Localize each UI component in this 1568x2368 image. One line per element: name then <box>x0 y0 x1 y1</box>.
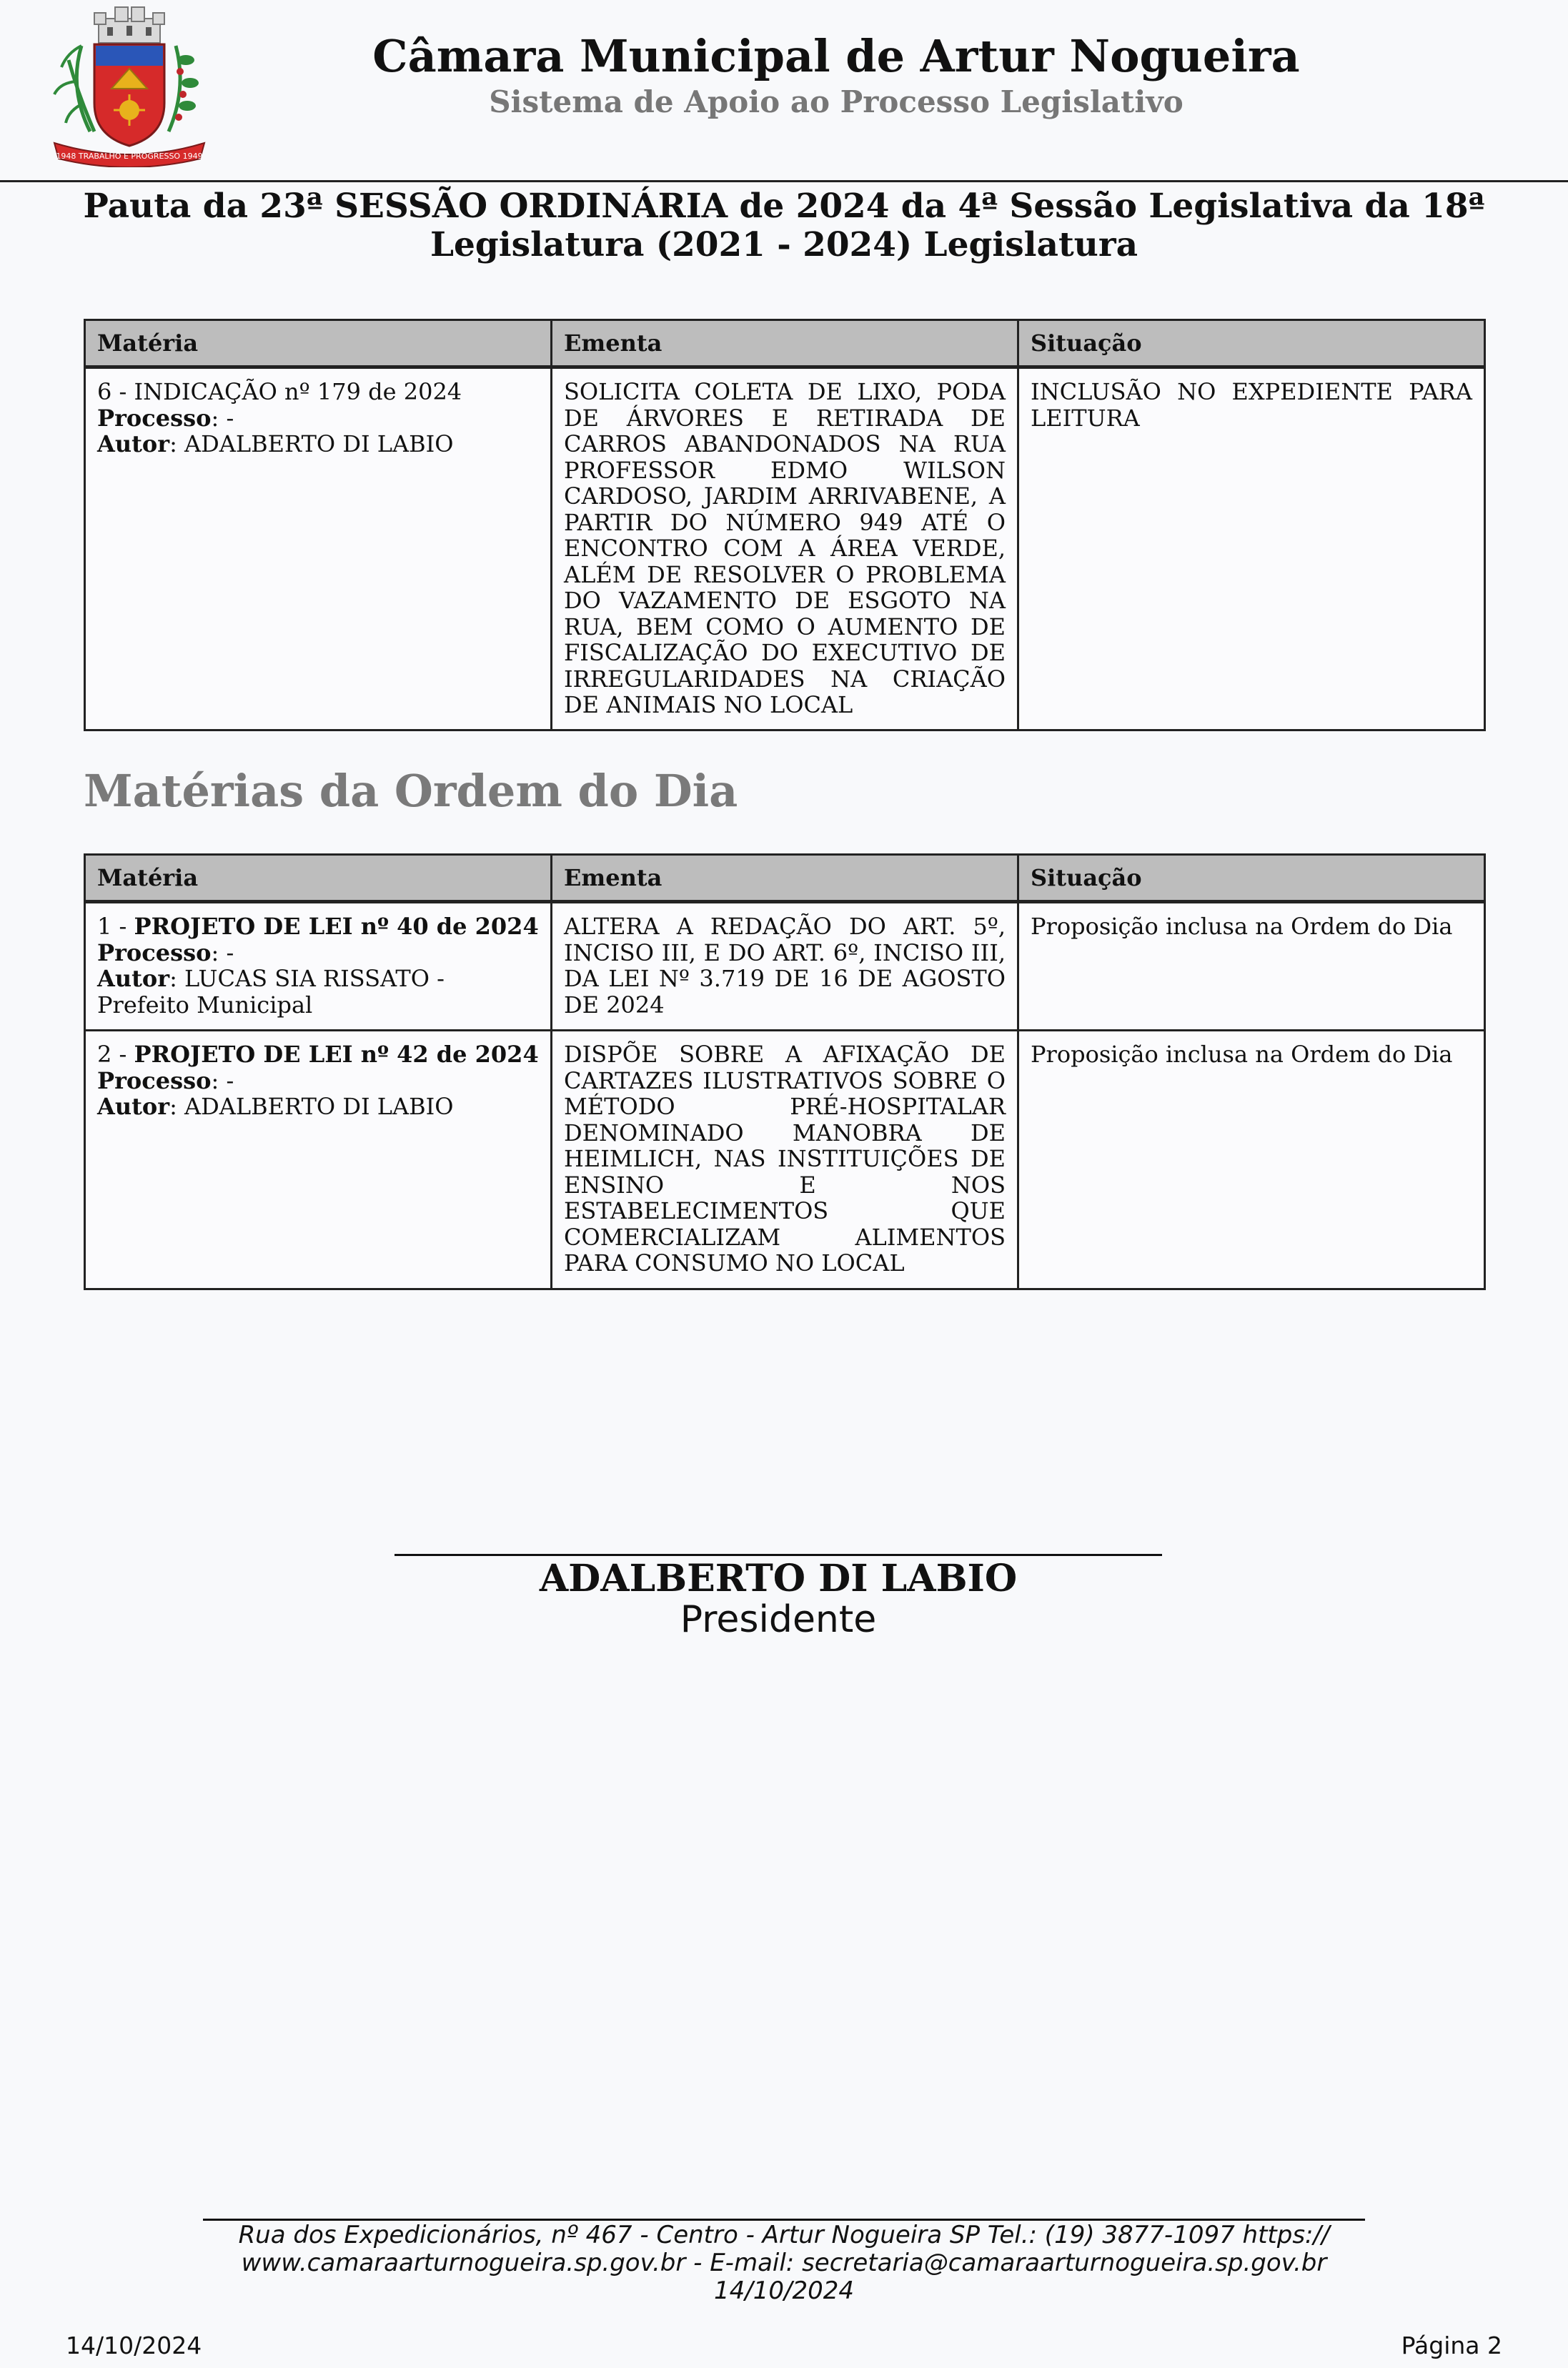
table-row <box>85 902 1485 1031</box>
crest-motto: 1948 TRABALHO E PROGRESSO 1949 <box>56 152 203 161</box>
signatory-name: ADALBERTO DI LABIO <box>539 1557 1018 1600</box>
page-number: Página 2 <box>1401 2332 1502 2359</box>
organization-title: Câmara Municipal de Artur Nogueira <box>372 30 1300 82</box>
document-header <box>0 0 1568 182</box>
ementa-cell: DISPÕE SOBRE A AFIXAÇÃO DE CARTAZES ILUSTRATIVOS SOBRE O MÉTODO PRÉ-HOSPITALAR DENOMINADO MANOBRA DE HEIMLICH, NAS INSTITUIÇÕES DE ENSINO E NOS ESTABELECIMENTOS QUE COMERCIALIZAM ALIMENTOS PARA CONSUMO NO LOCAL <box>552 1031 1018 1289</box>
signature-line <box>395 1554 1162 1556</box>
sugarcane-icon <box>54 46 94 132</box>
table-header-row <box>85 320 1485 367</box>
materia-title: PROJETO DE LEI nº 42 de 2024 <box>134 1041 539 1068</box>
ementa-cell: SOLICITA COLETA DE LIXO, PODA DE ÁRVORES E RETIRADA DE CARROS ABANDONADOS NA RUA PROFESSOR EDMO WILSON CARDOSO, JARDIM ARRIVABENE, A PARTIR DO NÚMERO 949 ATÉ O ENCONTRO COM A ÁREA VERDE, ALÉM DE RESOLVER O PROBLEMA DO VAZAMENTO DE ESGOTO NA RUA, BEM COMO O AUMENTO DE FISCALIZAÇÃO DO EXECUTIVO DE IRREGULARIDADES NA CRIAÇÃO DE ANIMAIS NO LOCAL <box>552 367 1018 730</box>
column-header-materia: Matéria <box>85 855 552 902</box>
autor-label: Autor <box>97 1093 170 1120</box>
autor-value: : ADALBERTO DI LABIO <box>169 430 454 457</box>
table-row <box>85 1031 1485 1289</box>
materia-cell <box>85 1031 552 1289</box>
ementa-cell: ALTERA A REDAÇÃO DO ART. 5º, INCISO III, E DO ART. 6º, INCISO III, DA LEI Nº 3.719 DE 16 DE AGOSTO DE 2024 <box>552 902 1018 1031</box>
autor-label: Autor <box>97 965 170 992</box>
organization-subtitle: Sistema de Apoio ao Processo Legislativo <box>489 84 1184 119</box>
footer-address: Rua dos Expedicionários, nº 467 - Centro - Artur Nogueira SP Tel.: (19) 3877-1097 https:// www.camaraarturnogueira.sp.gov.br - E-mail: secretaria@camaraarturnogueira.sp.gov.br 14/10/2024 <box>238 2221 1330 2305</box>
municipal-crest-icon <box>47 3 212 167</box>
materia-cell <box>85 367 552 730</box>
column-header-ementa: Ementa <box>552 320 1018 367</box>
processo-value: : - <box>211 938 234 966</box>
materia-title: INDICAÇÃO nº 179 de 2024 <box>134 378 462 405</box>
column-header-situacao: Situação <box>1018 320 1485 367</box>
situacao-cell: Proposição inclusa na Ordem do Dia <box>1018 902 1485 1031</box>
situacao-cell: Proposição inclusa na Ordem do Dia <box>1018 1031 1485 1289</box>
processo-value: : - <box>211 1066 234 1094</box>
shield-icon <box>94 44 164 146</box>
materia-title: PROJETO DE LEI nº 40 de 2024 <box>134 913 539 940</box>
situacao-cell: INCLUSÃO NO EXPEDIENTE PARA LEITURA <box>1018 367 1485 730</box>
column-header-situacao: Situação <box>1018 855 1485 902</box>
processo-label: Processo <box>97 1066 212 1094</box>
coffee-branch-icon <box>169 46 199 132</box>
table-header-row <box>85 855 1485 902</box>
table-row <box>85 367 1485 730</box>
footer-date: 14/10/2024 <box>66 2332 202 2359</box>
materia-prefix: 1 - <box>97 913 134 940</box>
processo-label: Processo <box>97 404 212 432</box>
section-heading-ordem-do-dia: Matérias da Ordem do Dia <box>84 765 738 817</box>
autor-label: Autor <box>97 430 170 457</box>
expediente-table <box>84 319 1486 731</box>
materia-prefix: 6 - <box>97 378 134 405</box>
crown-icon <box>94 7 164 43</box>
column-header-ementa: Ementa <box>552 855 1018 902</box>
materia-prefix: 2 - <box>97 1041 134 1068</box>
autor-value: : ADALBERTO DI LABIO <box>169 1093 454 1120</box>
session-title: Pauta da 23ª SESSÃO ORDINÁRIA de 2024 da 4ª Sessão Legislativa da 18ª Legislatura (2021 - 2024) Legislatura <box>83 187 1485 264</box>
autor-value: : LUCAS SIA RISSATO - Prefeito Municipal <box>97 965 445 1019</box>
processo-label: Processo <box>97 938 212 966</box>
processo-value: : - <box>211 404 234 432</box>
materia-cell <box>85 902 552 1031</box>
signatory-role: Presidente <box>680 1598 877 1641</box>
column-header-materia: Matéria <box>85 320 552 367</box>
ordem-do-dia-table <box>84 853 1486 1290</box>
